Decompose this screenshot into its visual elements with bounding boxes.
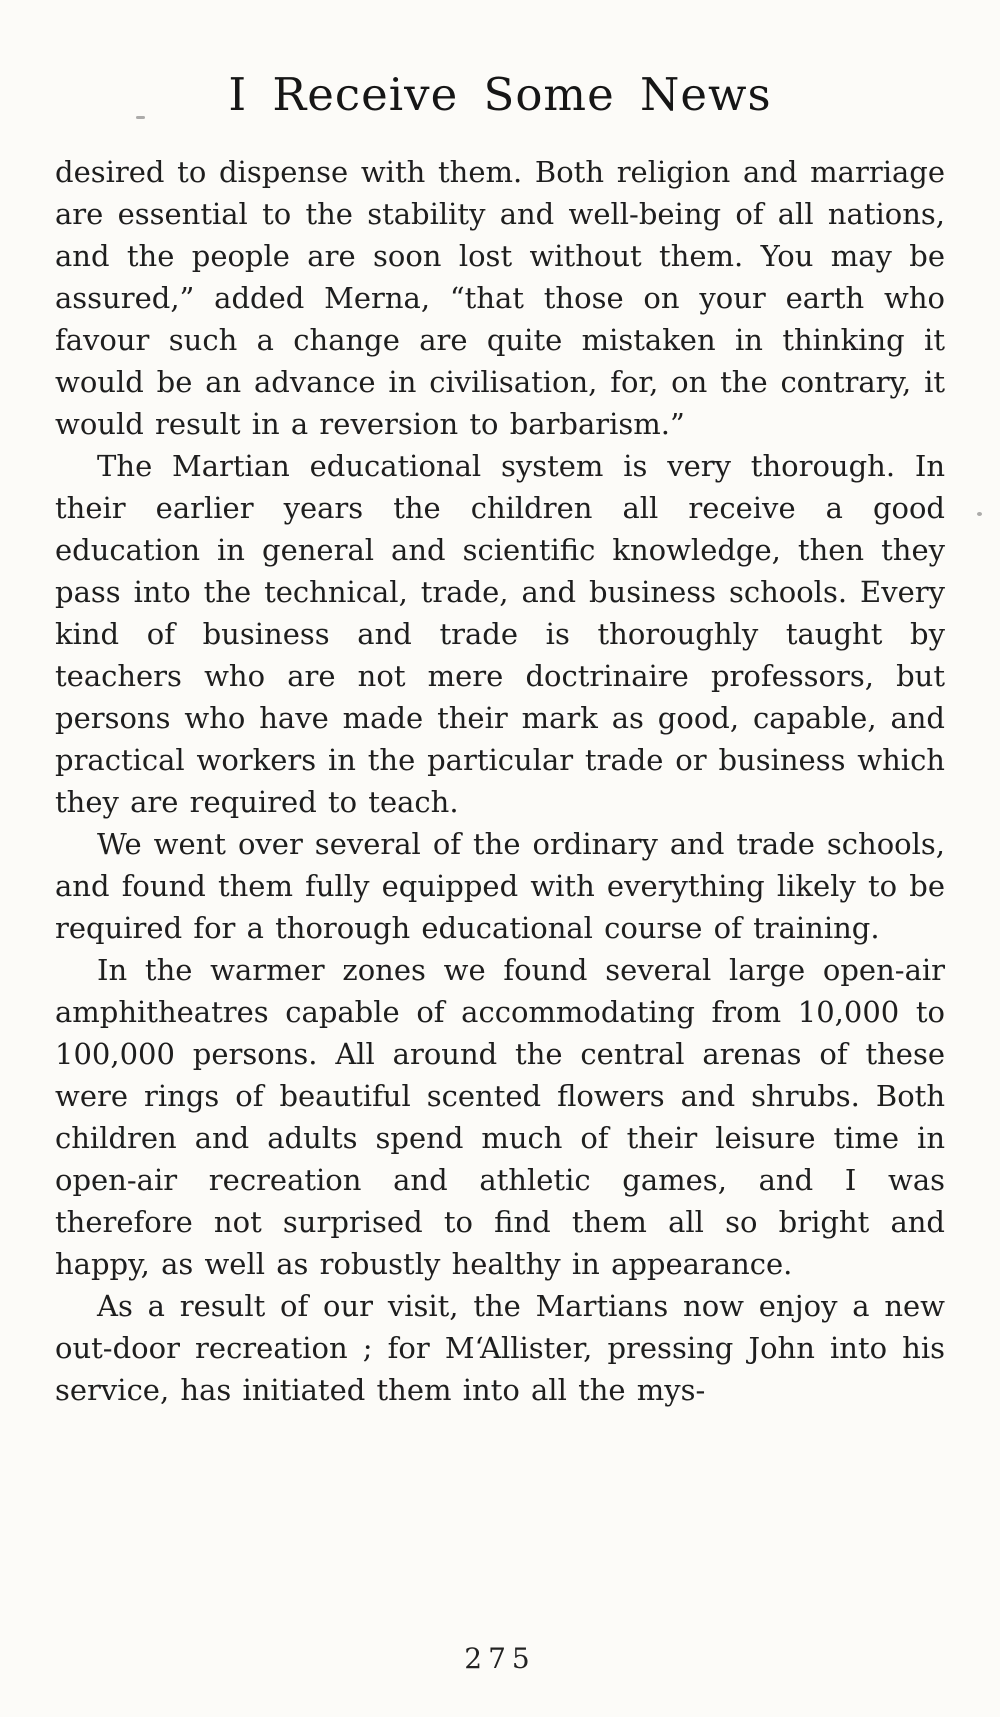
paragraph: The Martian educational system is very thorough. In their earlier years the children all receive a good education in general and scientific knowledge, then they pass into the technical, trade, and business schools. Every kind of business and trade is thoroughly taught by teachers who are not mere doctrinaire professors, but persons who have made their mark as good, capable, and practical workers in the particular trade or business which they are required to teach.: [55, 449, 945, 819]
paragraph: As a result of our visit, the Martians now enjoy a new out-door recreation ; for M‘Allister, pressing John into his service, has initiated them into all the mys-: [55, 1289, 945, 1407]
page-number: 275: [464, 1642, 536, 1675]
page-body: [55, 151, 945, 1411]
paragraph: In the warmer zones we found several large open-air amphitheatres capable of accommodating from 10,000 to 100,000 persons. All around the central arenas of these were rings of beautiful scented flowers and shrubs. Both children and adults spend much of their leisure time in open-air recreation and athletic games, and I was therefore not surprised to find them all so bright and happy, as well as robustly healthy in appearance.: [55, 953, 945, 1281]
page-title: I Receive Some News: [228, 68, 772, 121]
paragraph: We went over several of the ordinary and trade schools, and found them fully equipped with everything likely to be required for a thorough educational course of training.: [55, 827, 945, 945]
paragraph: desired to dispense with them. Both religion and marriage are essential to the stability and well-being of all nations, and the people are soon lost without them. You may be assured,” added Merna, “that those on your earth who favour such a change are quite mistaken in thinking it would be an advance in civilisation, for, on the contrary, it would result in a reversion to barbarism.”: [55, 155, 945, 441]
scan-artifact: [136, 116, 145, 119]
scan-artifact: [977, 512, 982, 516]
